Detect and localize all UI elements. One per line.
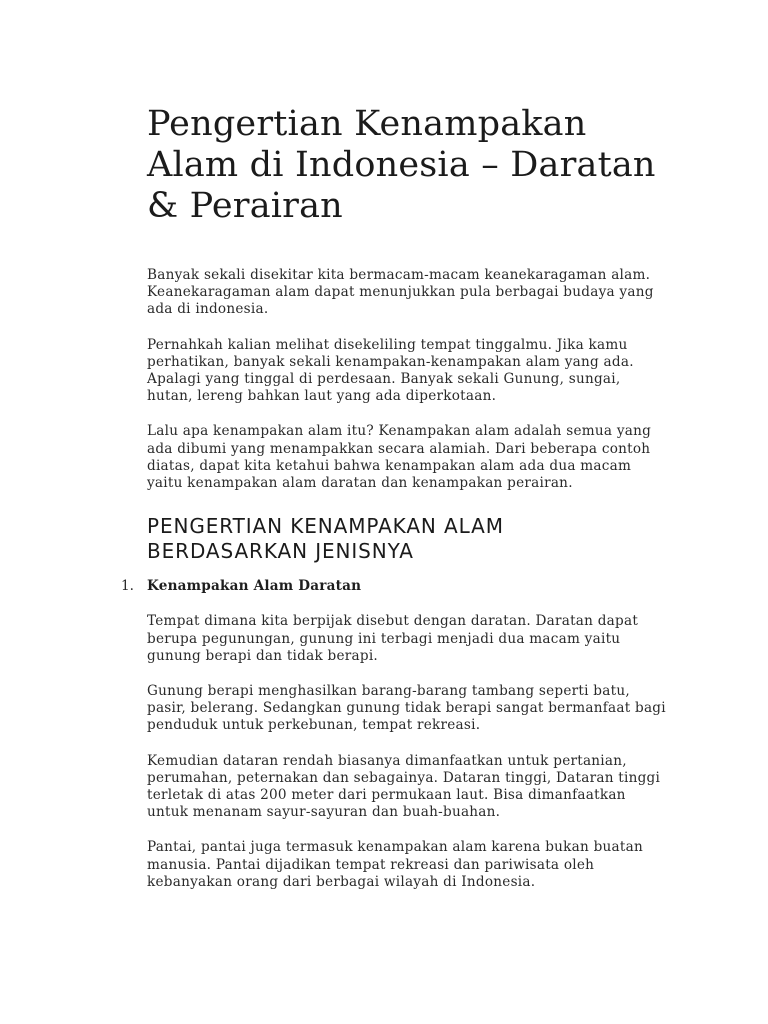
- list-label: Kenampakan Alam Daratan: [147, 578, 362, 595]
- page-title: Pengertian Kenampakan Alam di Indonesia – Daratan & Perairan: [147, 104, 656, 226]
- document-page: [121, 104, 667, 909]
- section-heading: PENGERTIAN KENAMPAKAN ALAM BERDASARKAN JENISNYA: [147, 514, 504, 564]
- body-paragraph: Kemudian dataran rendah biasanya dimanfaatkan untuk pertanian, perumahan, peternakan dan sebagainya. Dataran tinggi, Dataran tinggi terletak di atas 200 meter dari permukaan laut. Bisa dimanfaatkan untuk menanam sayur-sayuran dan buah-buahan.: [147, 752, 661, 821]
- list-number: 1.: [121, 578, 134, 595]
- body-paragraph: Gunung berapi menghasilkan barang-barang tambang seperti batu, pasir, belerang. Sedangkan gunung tidak berapi sangat bermanfaat bagi penduduk untuk perkebunan, tempat rekreasi.: [147, 683, 666, 734]
- body-paragraph: Pantai, pantai juga termasuk kenampakan alam karena bukan buatan manusia. Pantai dijadikan tempat rekreasi dan pariwisata oleh kebanyakan orang dari berbagai wilayah di Indonesia.: [147, 839, 643, 890]
- body-paragraph: Tempat dimana kita berpijak disebut dengan daratan. Daratan dapat berupa pegunungan, gunung ini terbagi menjadi dua macam yaitu gunung berapi dan tidak berapi.: [147, 613, 639, 664]
- intro-paragraph: Pernahkah kalian melihat disekeliling tempat tinggalmu. Jika kamu perhatikan, banyak sekali kenampakan-kenampakan alam yang ada. Apalagi yang tinggal di perdesaan. Banyak sekali Gunung, sungai, hutan, lereng bahkan laut yang ada diperkotaan.: [147, 336, 634, 405]
- intro-paragraph: Banyak sekali disekitar kita bermacam-macam keanekaragaman alam. Keanekaragaman alam dapat menunjukkan pula berbagai budaya yang ada di indonesia.: [147, 267, 654, 318]
- intro-paragraph: Lalu apa kenampakan alam itu? Kenampakan alam adalah semua yang ada dibumi yang menampakkan secara alamiah. Dari beberapa contoh diatas, dapat kita ketahui bahwa kenampakan alam ada dua macam yaitu kenampakan alam daratan dan kenampakan perairan.: [147, 423, 652, 492]
- list-item: [121, 578, 667, 595]
